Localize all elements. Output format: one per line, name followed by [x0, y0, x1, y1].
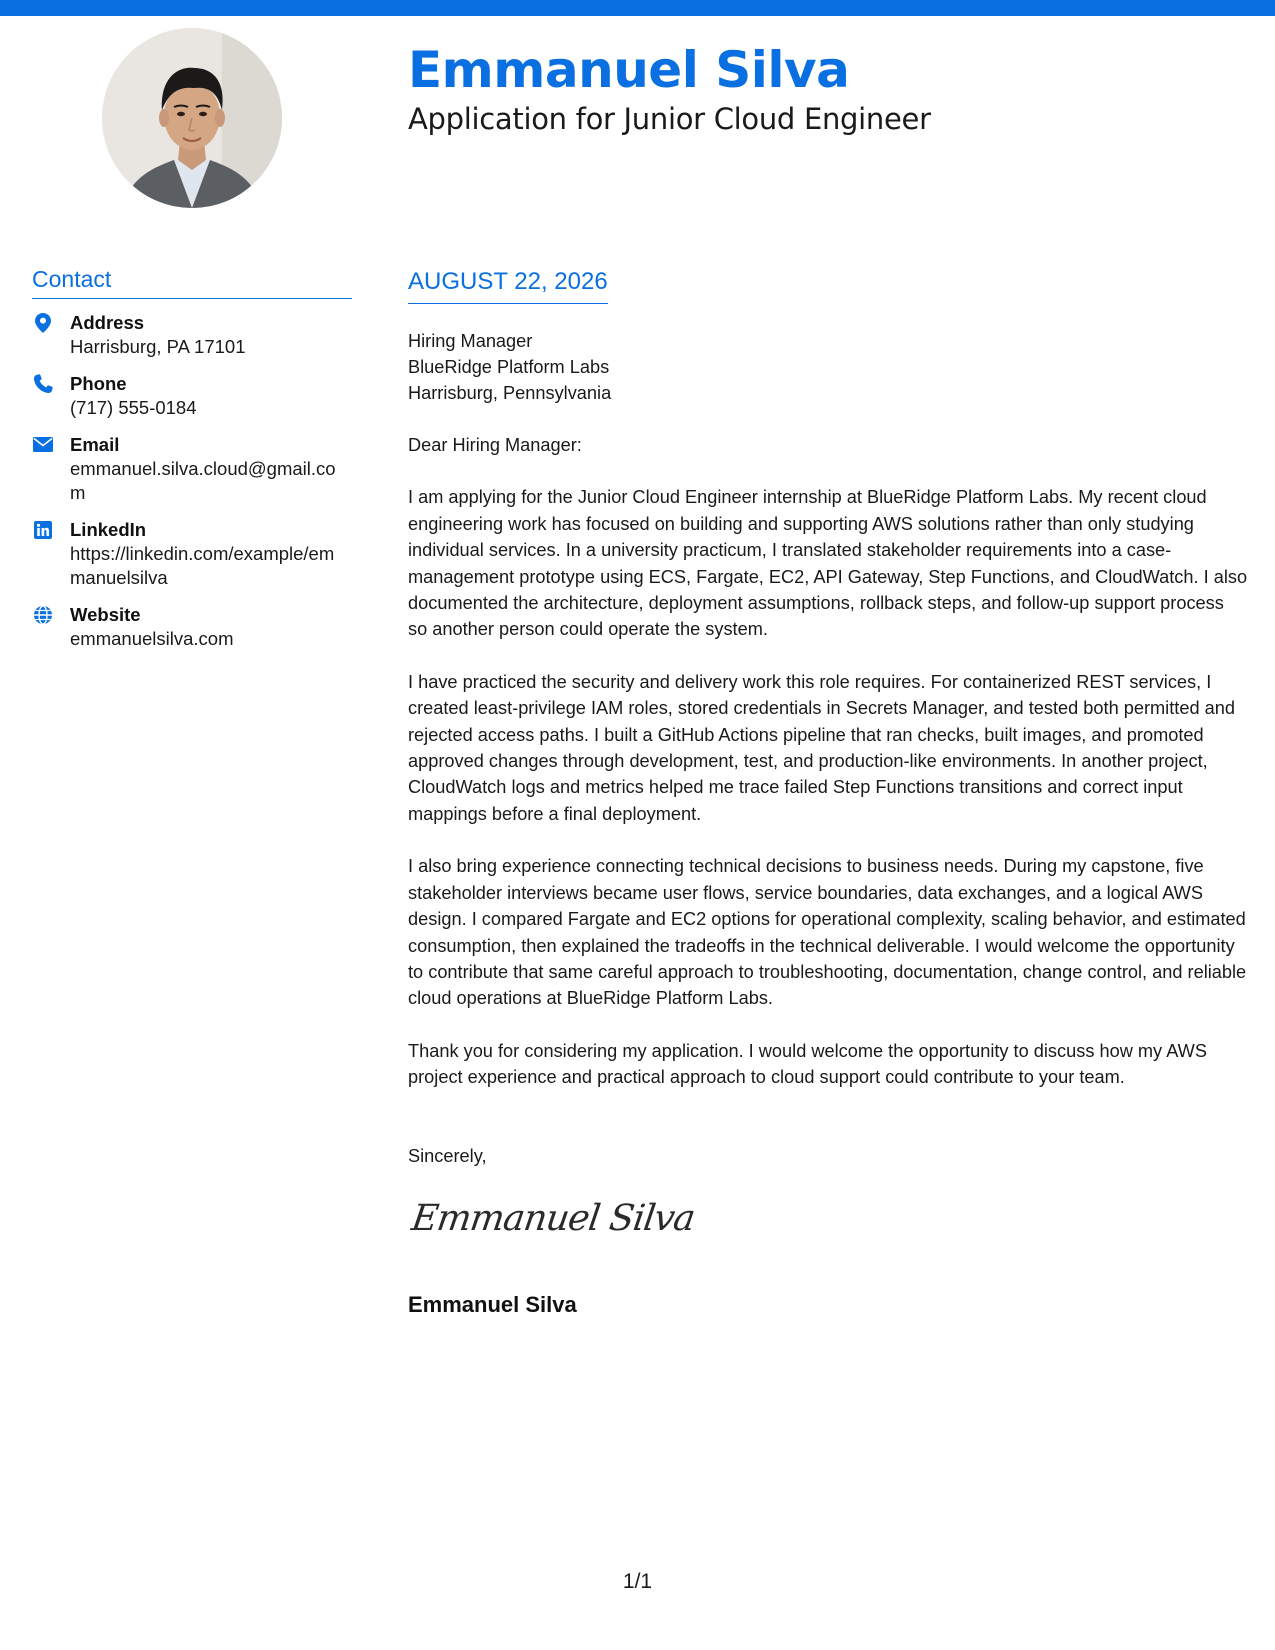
contact-value-email[interactable]: emmanuel.silva.cloud@gmail.com	[70, 457, 336, 503]
envelope-icon	[32, 434, 54, 456]
phone-icon	[32, 373, 54, 395]
application-subtitle: Application for Junior Cloud Engineer	[408, 102, 931, 136]
top-accent-bar	[0, 0, 1275, 16]
letter-date: AUGUST 22, 2026	[408, 268, 608, 304]
recipient-line: Harrisburg, Pennsylvania	[408, 383, 612, 403]
contact-sidebar	[32, 266, 352, 664]
contact-label-website: Website	[70, 604, 141, 626]
contact-item-linkedin	[32, 518, 352, 590]
contact-item-email	[32, 433, 352, 505]
contact-value-phone: (717) 555-0184	[70, 396, 197, 418]
globe-icon	[32, 604, 54, 626]
handwritten-signature: Emmanuel Silva	[409, 1198, 698, 1239]
avatar	[102, 28, 282, 208]
contact-value-website[interactable]: emmanuelsilva.com	[70, 628, 234, 650]
recipient-line: Hiring Manager	[408, 331, 533, 351]
letter-body	[408, 328, 1248, 1169]
letter-paragraph: Thank you for considering my application. I would welcome the opportunity to discuss how my AWS project experience and practical approach to cloud support could contribute to your team.	[408, 1040, 1207, 1088]
contact-label-email: Email	[70, 433, 120, 455]
recipient-block	[408, 328, 1248, 406]
contact-item-address	[32, 311, 352, 359]
contact-heading: Contact	[32, 266, 352, 299]
contact-value-linkedin[interactable]: https://linkedin.com/example/emmanuelsilva	[70, 542, 335, 589]
contact-value-address: Harrisburg, PA 17101	[70, 335, 246, 357]
letter-paragraph: I have practiced the security and delivery work this role requires. For containerized REST services, I created least-privilege IAM roles, stored credentials in Secrets Manager, and tested both permitted and rejected access paths. I built a GitHub Actions pipeline that ran checks, built images, and promoted approved changes through development, test, and production-like environments. In another project, CloudWatch logs and metrics helped me trace failed Step Functions transitions and correct input mappings before a final deployment.	[408, 671, 1235, 824]
salutation: Dear Hiring Manager:	[408, 435, 582, 455]
closing: Sincerely,	[408, 1145, 487, 1166]
contact-item-website	[32, 603, 352, 651]
page-number: 1/1	[622, 1570, 653, 1593]
letter-paragraph: I am applying for the Junior Cloud Engineer internship at BlueRidge Platform Labs. My recent cloud engineering work has focused on building and supporting AWS solutions rather than only studying individual services. In a university practicum, I translated stakeholder requirements into a case-management prototype using ECS, Fargate, EC2, API Gateway, Step Functions, and CloudWatch. I also documented the architecture, deployment assumptions, rollback steps, and follow-up support process so another person could operate the system.	[408, 487, 1248, 640]
recipient-line: BlueRidge Platform Labs	[408, 357, 610, 377]
contact-label-linkedin: LinkedIn	[70, 518, 147, 540]
letter-paragraph: I also bring experience connecting technical decisions to business needs. During my capstone, five stakeholder interviews became user flows, service boundaries, data exchanges, and a logical AWS design. I compared Fargate and EC2 options for operational complexity, scaling behavior, and estimated consumption, then explained the tradeoffs in the technical deliverable. I would welcome the opportunity to contribute that same careful approach to troubleshooting, documentation, change control, and reliable cloud operations at BlueRidge Platform Labs.	[408, 856, 1247, 1009]
contact-label-address: Address	[70, 311, 145, 333]
contact-item-phone	[32, 372, 352, 420]
contact-label-phone: Phone	[70, 372, 127, 394]
profile-photo	[102, 28, 282, 208]
applicant-name: Emmanuel Silva	[408, 41, 850, 99]
linkedin-icon	[32, 519, 54, 541]
signer-name: Emmanuel Silva	[408, 1292, 577, 1317]
map-pin-icon	[32, 312, 54, 334]
